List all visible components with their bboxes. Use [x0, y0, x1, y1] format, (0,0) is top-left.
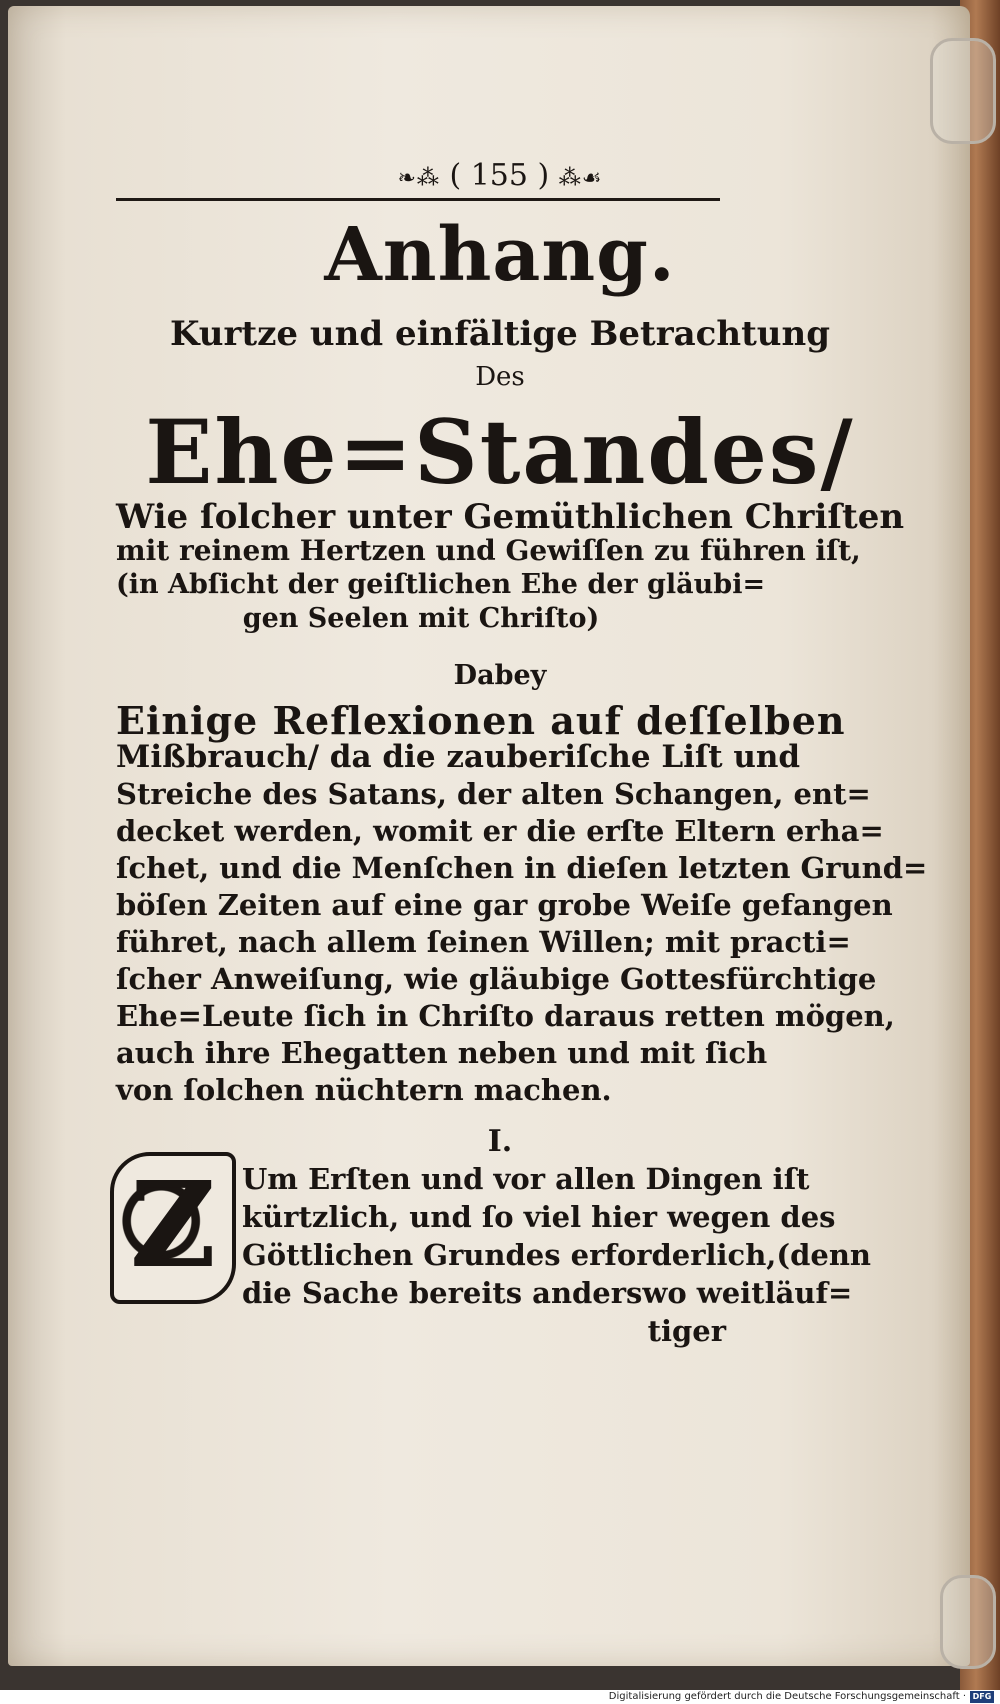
reflexion-line: Mißbrauch/ da die zauberiſche Liſt und: [116, 739, 801, 775]
body-line: die Sache bereits anderswo weitläuf=: [242, 1276, 853, 1310]
subtitle: Kurtze und einfältige Betrachtung: [169, 314, 831, 354]
intro-line: Wie ſolcher unter Gemüthlichen Chriſten: [116, 497, 905, 537]
main-title: Ehe=Standes/: [145, 400, 855, 504]
page-title: Anhang.: [324, 212, 676, 298]
intro-line: gen Seelen mit Chriſto): [242, 603, 600, 634]
body-line: kürtzlich, und ſo viel hier wegen des: [242, 1200, 836, 1234]
reflexion-line: führet, nach allem ſeinen Willen; mit practi=: [116, 925, 851, 959]
reflexion-line: Einige Reflexionen auf deſſelben: [116, 698, 846, 743]
body-line: Göttlichen Grundes erforderlich,(denn: [242, 1238, 871, 1272]
header-ornament-right: ⁂☙: [558, 166, 603, 191]
section-numeral: I.: [487, 1124, 513, 1159]
page-clip-top: [930, 38, 996, 144]
decorated-initial: Z: [110, 1152, 236, 1304]
page-number: ( 155 ): [449, 158, 550, 193]
page-clip-bottom: [940, 1575, 996, 1669]
page-header: [0, 158, 1000, 193]
catchword: tiger: [647, 1314, 726, 1348]
reflexion-line: decket werden, womit er die erſte Eltern erha=: [116, 814, 884, 848]
footer-credit: Digitalisierung gefördert durch die Deutsche Forschungsgemeinschaft ·: [608, 1691, 966, 1702]
header-rule: [116, 198, 720, 201]
reflexion-paragraph: [116, 698, 928, 1109]
intro-line: mit reinem Hertzen und Gewiſſen zu führen iſt,: [116, 534, 861, 567]
reflexion-line: Streiche des Satans, der alten Schangen, ent=: [116, 777, 871, 811]
article-des: Des: [475, 362, 525, 392]
reflexion-line: ſcher Anweiſung, wie gläubige Gottesfürchtige: [116, 962, 877, 996]
header-ornament-left: ❧⁂: [397, 166, 440, 191]
footer-strip: [0, 1690, 1000, 1704]
reflexion-line: ſchet, und die Menſchen in dieſen letzten Grund=: [116, 851, 928, 885]
body-line: Um Erſten und vor allen Dingen iſt: [242, 1162, 810, 1196]
body-paragraph: [242, 1160, 871, 1350]
reflexion-line: auch ihre Ehegatten neben und mit ſich: [116, 1036, 768, 1070]
reflexion-line: böſen Zeiten auf eine gar grobe Weiſe gefangen: [116, 888, 893, 922]
dabey-heading: Dabey: [453, 660, 547, 691]
intro-paragraph: [116, 497, 905, 636]
reflexion-line: von ſolchen nüchtern machen.: [116, 1073, 612, 1107]
intro-line: (in Abſicht der geiſtlichen Ehe der gläubi=: [116, 569, 766, 600]
reflexion-line: Ehe=Leute ſich in Chriſto daraus retten mögen,: [116, 999, 895, 1033]
dfg-logo: DFG: [970, 1691, 994, 1703]
